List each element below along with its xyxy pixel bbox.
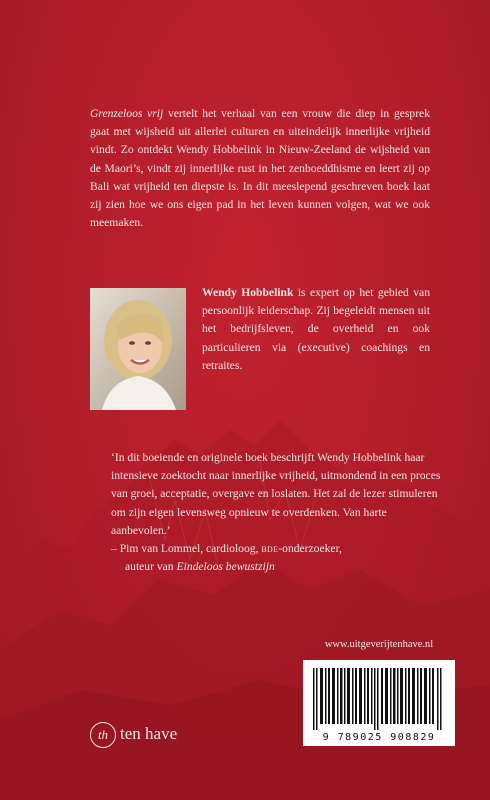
author-name: Wendy Hobbelink bbox=[202, 286, 294, 299]
endorsement-quote bbox=[111, 449, 441, 576]
publisher-logo-icon: th bbox=[90, 722, 116, 748]
book-title-italic: Grenzeloos vrij bbox=[90, 107, 164, 120]
isbn-number: 9 789025 908829 bbox=[322, 732, 436, 743]
quote-text: ‘In dit boeiende en originele boek beschrijft Wendy Hobbelink haar intensieve zoektocht naar innerlijke vrijheid, uitmondend in een proces van groei, acceptatie, overgave en loslaten. Het zal de lezer stimuleren om zijn eigen levensweg opnieuw te overdenken. Van harte aanbevolen.’ bbox=[111, 451, 441, 537]
publisher-name: ten have bbox=[120, 724, 178, 743]
quote-attribution-line2: auteur van Eindeloos bewustzijn bbox=[125, 560, 275, 574]
author-bio-text: is expert op het gebied van persoonlijk leiderschap. Zij begeleidt mensen uit het bedrijfsleven, de overheid en ook particulieren via (executive) coachings en retraites. bbox=[202, 286, 430, 372]
book-blurb bbox=[90, 105, 430, 232]
author-photo bbox=[90, 288, 186, 410]
blurb-text: vertelt het verhaal van een vrouw die diep in gesprek gaat met wijsheid uit allerlei culturen en uiteindelijk innerlijke vrijheid vindt. Zo ontdekt Wendy Hobbelink in Nieuw-Zeeland de wijsheid van de Maori’s, vindt zij innerlijke rust in het zenboeddhisme en leert zij op Bali wat vrijheid ten diepste is. In dit meeslepend geschreven boek laat zij zien hoe we ons eigen pad in het leven kunnen volgen, wat we ook meemaken. bbox=[90, 107, 430, 230]
barcode-box bbox=[303, 660, 455, 746]
quote-attribution: – Pim van Lommel, cardioloog, bde-onderzoeker, bbox=[111, 542, 342, 556]
barcode-icon bbox=[313, 668, 445, 730]
publisher-url: www.uitgeverijtenhave.nl bbox=[324, 639, 434, 650]
cited-book-title: Eindeloos bewustzijn bbox=[176, 560, 275, 574]
author-bio bbox=[202, 284, 430, 375]
